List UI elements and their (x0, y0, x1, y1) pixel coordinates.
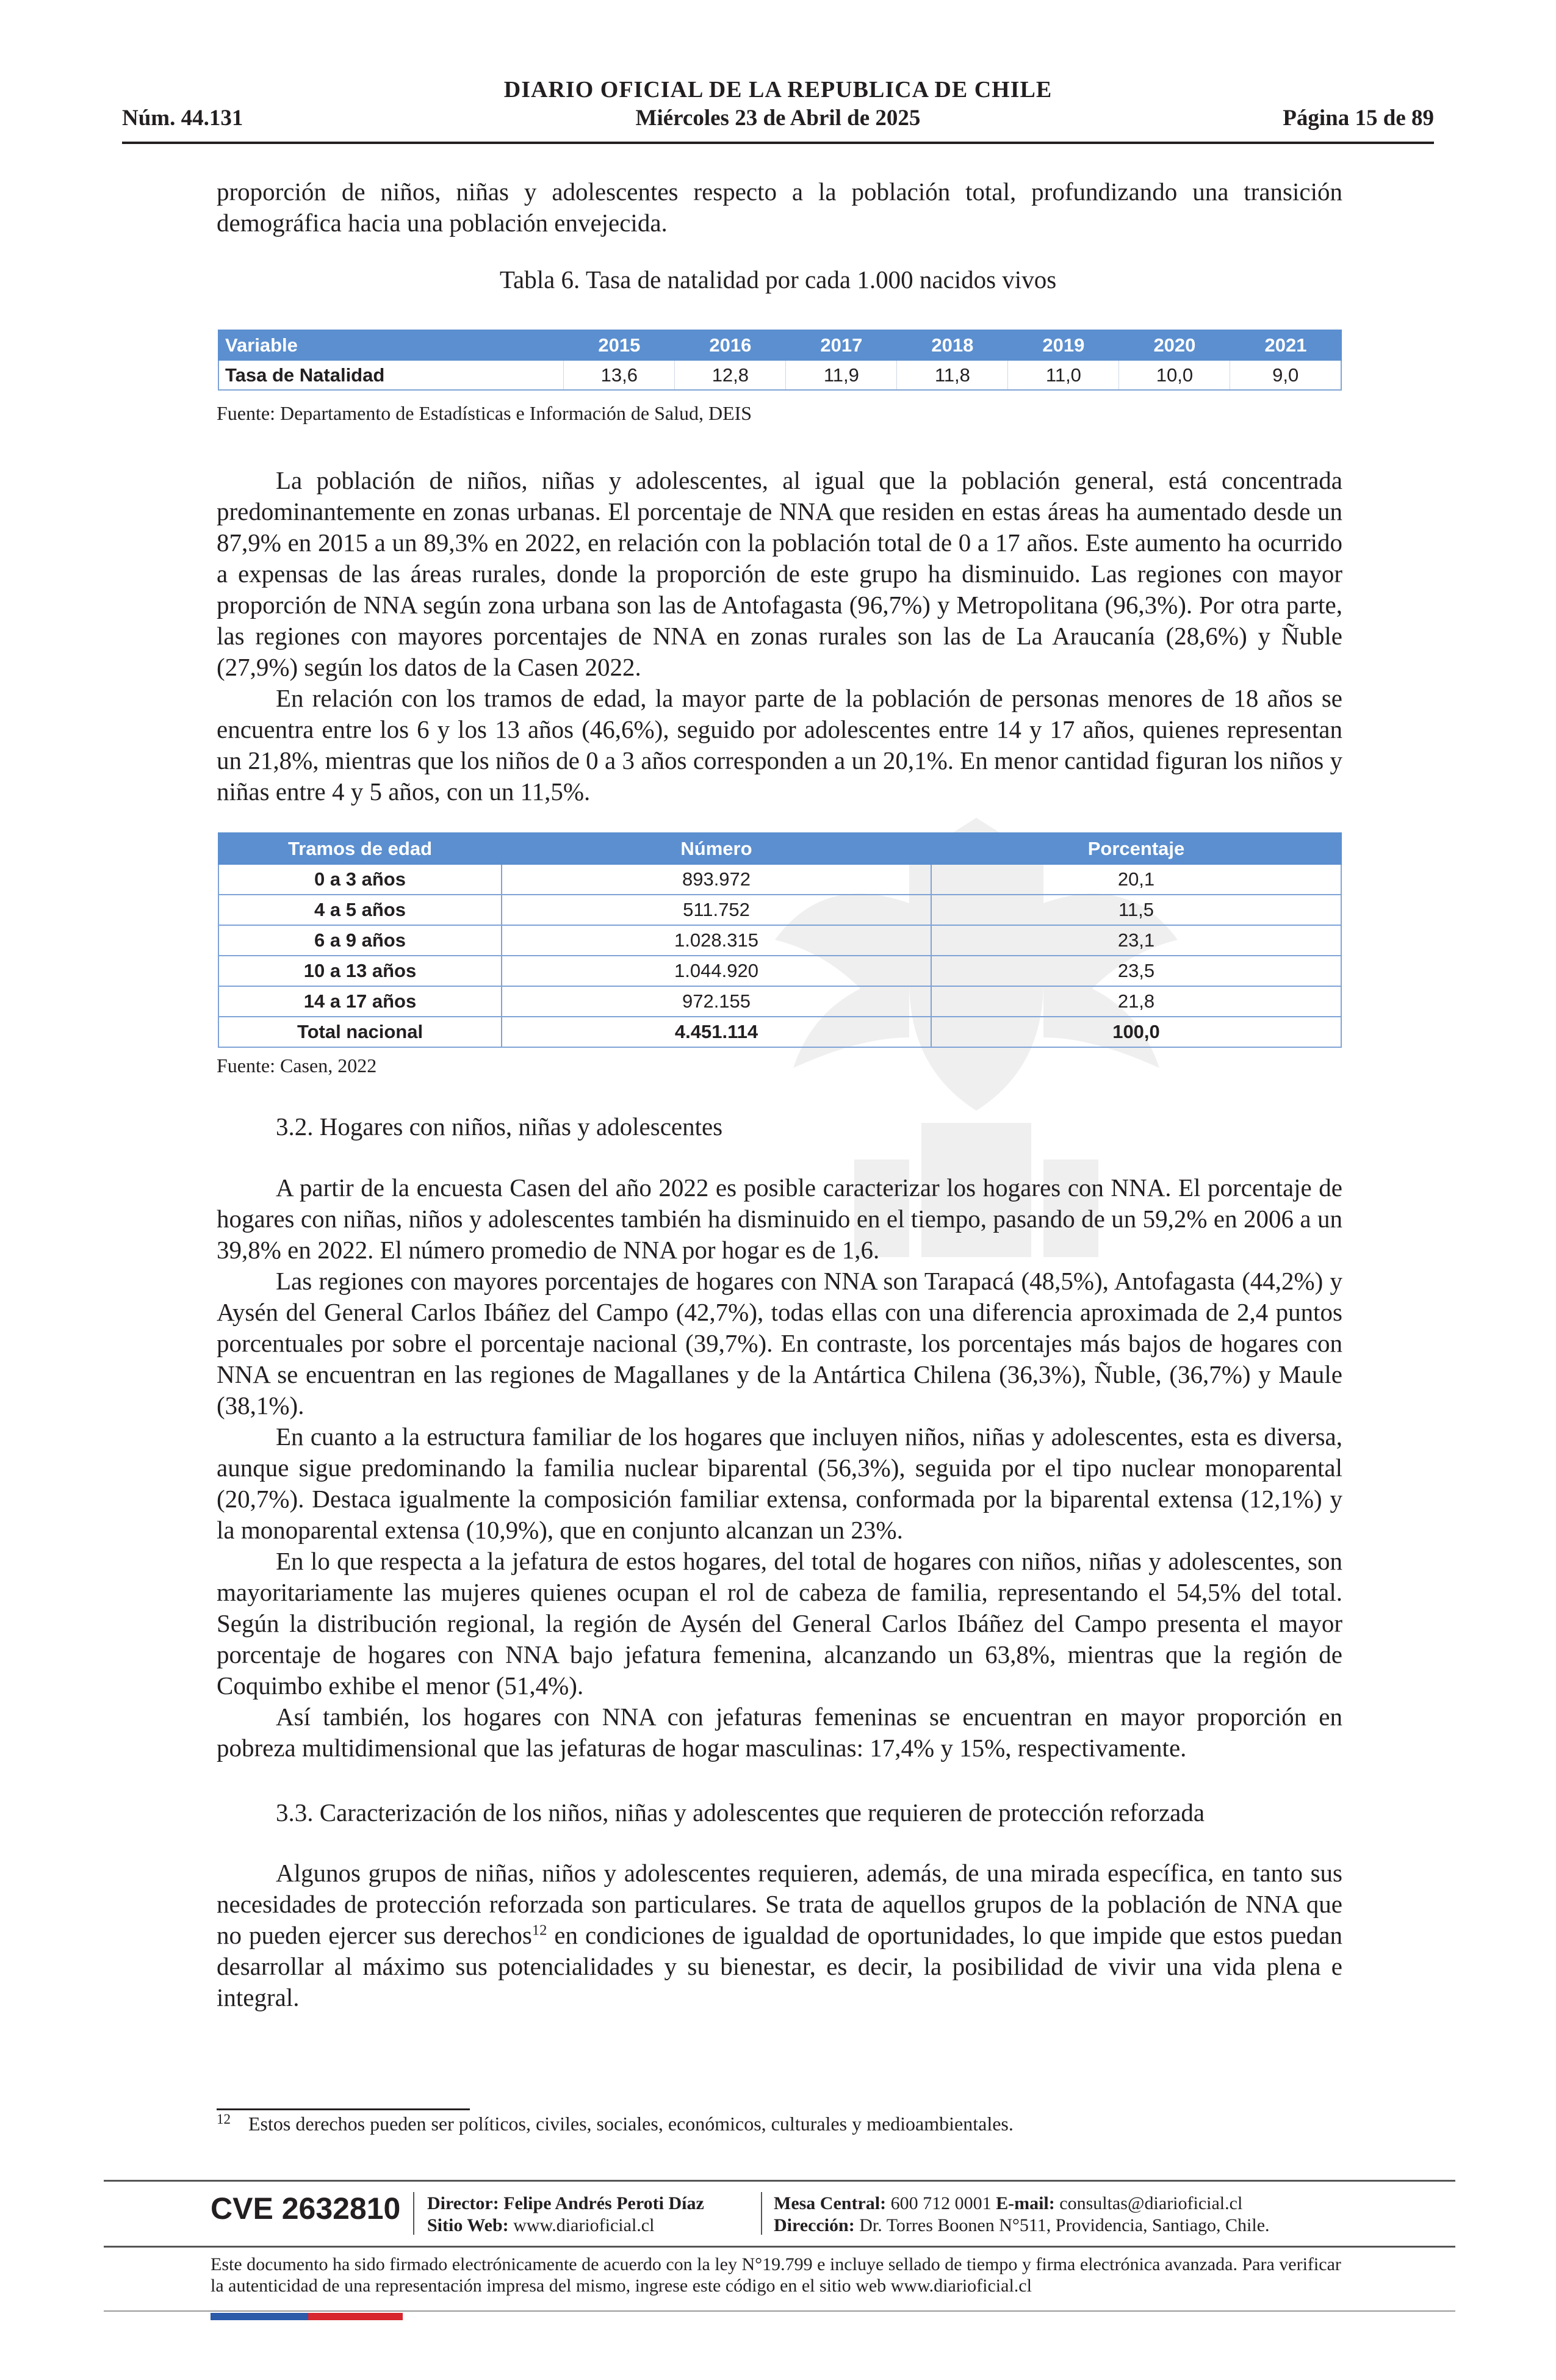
phone-label: Mesa Central: (774, 2193, 887, 2213)
table-header-row (218, 330, 1341, 360)
households-text (217, 1172, 1342, 1764)
paragraph: Las regiones con mayores porcentajes de hogares con NNA son Tarapacá (48,5%), Antofagasta (44,2%) y Aysén del General Carlos Ibáñez del Campo (42,7%), todas ellas con una diferencia aproximada de 2,4 puntos porcentuales por sobre el porcentaje nacional (39,7%). En contraste, los porcentajes más bajos de hogares con NNA se encuentran en las regiones de Magallanes y de la Antártica Chilena (36,3%), Ñuble, (36,7%) y Maule (38,1%). (217, 1267, 1342, 1419)
table-cell: 11,9 (786, 360, 897, 390)
footer-director-block (427, 2193, 704, 2237)
birth-rate-table (218, 330, 1342, 391)
address-label: Dirección: (774, 2215, 855, 2235)
issue-date: Miércoles 23 de Abril de 2025 (635, 106, 921, 131)
table-header-cell: Porcentaje (931, 833, 1341, 864)
table-row (218, 925, 1341, 956)
table-cell: 972.155 (502, 986, 931, 1017)
table-header-cell: 2020 (1119, 330, 1230, 360)
table-cell: 0 a 3 años (218, 864, 502, 895)
table6-source: Fuente: Departamento de Estadísticas e Información de Salud, DEIS (217, 402, 752, 424)
table-header-cell: Variable (218, 330, 564, 360)
table-row (218, 895, 1341, 925)
table-cell: 10 a 13 años (218, 956, 502, 986)
table-header-cell: 2016 (675, 330, 786, 360)
section-heading-3-3: 3.3. Caracterización de los niños, niñas y adolescentes que requieren de protección reforzada (276, 1798, 1205, 1826)
footer-divider (761, 2192, 762, 2235)
director-label: Director: (427, 2193, 499, 2213)
table-cell: 23,5 (931, 956, 1341, 986)
footnote-reference[interactable]: 12 (531, 1922, 547, 1939)
address-text: Dr. Torres Boonen N°511, Providencia, Santiago, Chile. (859, 2215, 1270, 2235)
flag-stripe-red (308, 2313, 403, 2320)
table-cell: 4 a 5 años (218, 895, 502, 925)
table-header-cell: 2021 (1230, 330, 1341, 360)
table-cell: 10,0 (1119, 360, 1230, 390)
section-heading-3-2: 3.2. Hogares con niños, niñas y adolescentes (276, 1112, 723, 1141)
table-cell: Tasa de Natalidad (218, 360, 564, 390)
email-label: E-mail: (996, 2193, 1055, 2213)
flag-stripe-blue (211, 2313, 308, 2320)
protection-text (217, 1858, 1342, 2013)
table-total-row (218, 1017, 1341, 1047)
table-cell: 11,0 (1008, 360, 1119, 390)
table-header-cell: Número (502, 833, 931, 864)
table-header-cell: 2019 (1008, 330, 1119, 360)
table-cell: 4.451.114 (502, 1017, 931, 1047)
footer-contact-block (774, 2193, 1270, 2237)
table-cell: 511.752 (502, 895, 931, 925)
table-cell: 20,1 (931, 864, 1341, 895)
newspaper-title: DIARIO OFICIAL DE LA REPUBLICA DE CHILE (503, 77, 1053, 103)
table-header-cell: 2018 (897, 330, 1008, 360)
footer-rule (104, 2180, 1455, 2182)
paragraph-intro: proporción de niños, niñas y adolescentes respecto a la población total, profundizando una transición demográfica hacia una población envejecida. (217, 178, 1342, 237)
email-link[interactable]: consultas@diarioficial.cl (1059, 2193, 1243, 2213)
table-header-row (218, 833, 1341, 864)
table-cell: 13,6 (564, 360, 675, 390)
footnote-text: Estos derechos pueden ser políticos, civiles, sociales, económicos, culturales y medioambientales. (248, 2113, 1014, 2135)
legal-notice: Este documento ha sido firmado electrónicamente de acuerdo con la ley N°19.799 e incluye sellado de tiempo y firma electrónica avanzada. Para verificar la autenticidad de una representación impresa del mismo, ingrese este código en el sitio web www.diarioficial.cl (211, 2254, 1341, 2296)
table-header-cell: 2015 (564, 330, 675, 360)
footer-rule (104, 2310, 1455, 2312)
urban-distribution-text (217, 465, 1342, 807)
paragraph: La población de niños, niñas y adolescentes, al igual que la población general, está concentrada predominantemente en zonas urbanas. El porcentaje de NNA que residen en estas áreas ha aumentado desde un 87,9% en 2015 a un 89,3% en 2022, en relación con la población total de 0 a 17 años. Este aumento ha ocurrido a expensas de las áreas rurales, donde la proporción de este grupo ha disminuido. Las regiones con mayor proporción de NNA según zona urbana son las de Antofagasta (96,7%) y Metropolitana (96,3%). Por otra parte, las regiones con mayores porcentajes de NNA en zonas rurales son las de La Araucanía (28,6%) y Ñuble (27,9%) según los datos de la Casen 2022. (217, 466, 1342, 681)
table-cell: 11,5 (931, 895, 1341, 925)
site-link[interactable]: www.diarioficial.cl (513, 2215, 655, 2235)
table-row (218, 864, 1341, 895)
table-cell: 1.044.920 (502, 956, 931, 986)
director-name: Felipe Andrés Peroti Díaz (503, 2193, 704, 2213)
issue-number: Núm. 44.131 (122, 106, 243, 131)
cve-code: CVE 2632810 (211, 2191, 401, 2226)
table-cell: 100,0 (931, 1017, 1341, 1047)
table-cell: 6 a 9 años (218, 925, 502, 956)
paragraph: En relación con los tramos de edad, la mayor parte de la población de personas menores de 18 años se encuentra entre los 6 y los 13 años (46,6%), seguido por adolescentes entre 14 y 17 años, quienes representan un 21,8%, mientras que los niños de 0 a 3 años corresponden a un 20,1%. En menor cantidad figuran los niños y niñas entre 4 y 5 años, con un 11,5%. (217, 684, 1342, 806)
table-cell: 12,8 (675, 360, 786, 390)
table-cell: 11,8 (897, 360, 1008, 390)
table-row (218, 986, 1341, 1017)
table-cell: Total nacional (218, 1017, 502, 1047)
paragraph-part: en condiciones de igualdad de oportunidades, lo que impide que estos puedan desarrollar al máximo sus potencialidades y su bienestar, es decir, la posibilidad de vivir una vida plena e integral. (217, 1921, 1343, 2011)
table-cell: 1.028.315 (502, 925, 931, 956)
table6-caption: Tabla 6. Tasa de natalidad por cada 1.000 nacidos vivos (499, 265, 1057, 294)
phone-number: 600 712 0001 (890, 2193, 992, 2213)
table-cell: 23,1 (931, 925, 1341, 956)
header-rule (122, 142, 1434, 144)
table-cell: 14 a 17 años (218, 986, 502, 1017)
page-number: Página 15 de 89 (1283, 106, 1434, 131)
table-header-cell: Tramos de edad (218, 833, 502, 864)
table-cell: 9,0 (1230, 360, 1341, 390)
footer-divider (413, 2192, 414, 2235)
paragraph-part: Algunos grupos de niñas, niños y adolescentes requieren, además, de una mirada específica, en tanto sus necesidades de protección reforzada son particulares. Se trata de aquellos grupos de la población de NNA que no pueden ejercer sus derechos (217, 1859, 1342, 1949)
table-cell: 21,8 (931, 986, 1341, 1017)
age-groups-table (218, 832, 1342, 1048)
intro-paragraph (217, 176, 1342, 239)
footer-rule (104, 2246, 1455, 2248)
table-row (218, 956, 1341, 986)
site-label: Sitio Web: (427, 2215, 509, 2235)
footnote-rule (217, 2108, 470, 2110)
paragraph: Así también, los hogares con NNA con jefaturas femeninas se encuentran en mayor proporción en pobreza multidimensional que las jefaturas de hogar masculinas: 17,4% y 15%, respectivamente. (217, 1703, 1342, 1762)
table-age-source: Fuente: Casen, 2022 (217, 1055, 377, 1076)
paragraph: En cuanto a la estructura familiar de los hogares que incluyen niños, niñas y adolescentes, esta es diversa, aunque sigue predominando la familia nuclear biparental (56,3%), seguida por el tipo nuclear monoparental (20,7%). Destaca igualmente la composición familiar extensa, conformada por la biparental extensa (12,1%) y la monoparental extensa (10,9%), que en conjunto alcanzan un 23%. (217, 1423, 1342, 1544)
table-cell: 893.972 (502, 864, 931, 895)
footnote-number: 12 (217, 2111, 231, 2127)
paragraph: A partir de la encuesta Casen del año 2022 es posible caracterizar los hogares con NNA. El porcentaje de hogares con niñas, niños y adolescentes también ha disminuido en el tiempo, pasando de un 59,2% en 2006 a un 39,8% en 2022. El número promedio de NNA por hogar es de 1,6. (217, 1174, 1342, 1264)
paragraph: En lo que respecta a la jefatura de estos hogares, del total de hogares con niños, niñas y adolescentes, son mayoritariamente las mujeres quienes ocupan el rol de cabeza de familia, representando el 54,5% del total. Según la distribución regional, la región de Aysén del General Carlos Ibáñez del Campo presenta el mayor porcentaje de hogares con NNA bajo jefatura femenina, alcanzando un 63,8%, mientras que la región de Coquimbo exhibe el menor (51,4%). (217, 1547, 1342, 1700)
table-row (218, 360, 1341, 390)
paragraph (217, 1858, 1342, 2013)
table-header-cell: 2017 (786, 330, 897, 360)
